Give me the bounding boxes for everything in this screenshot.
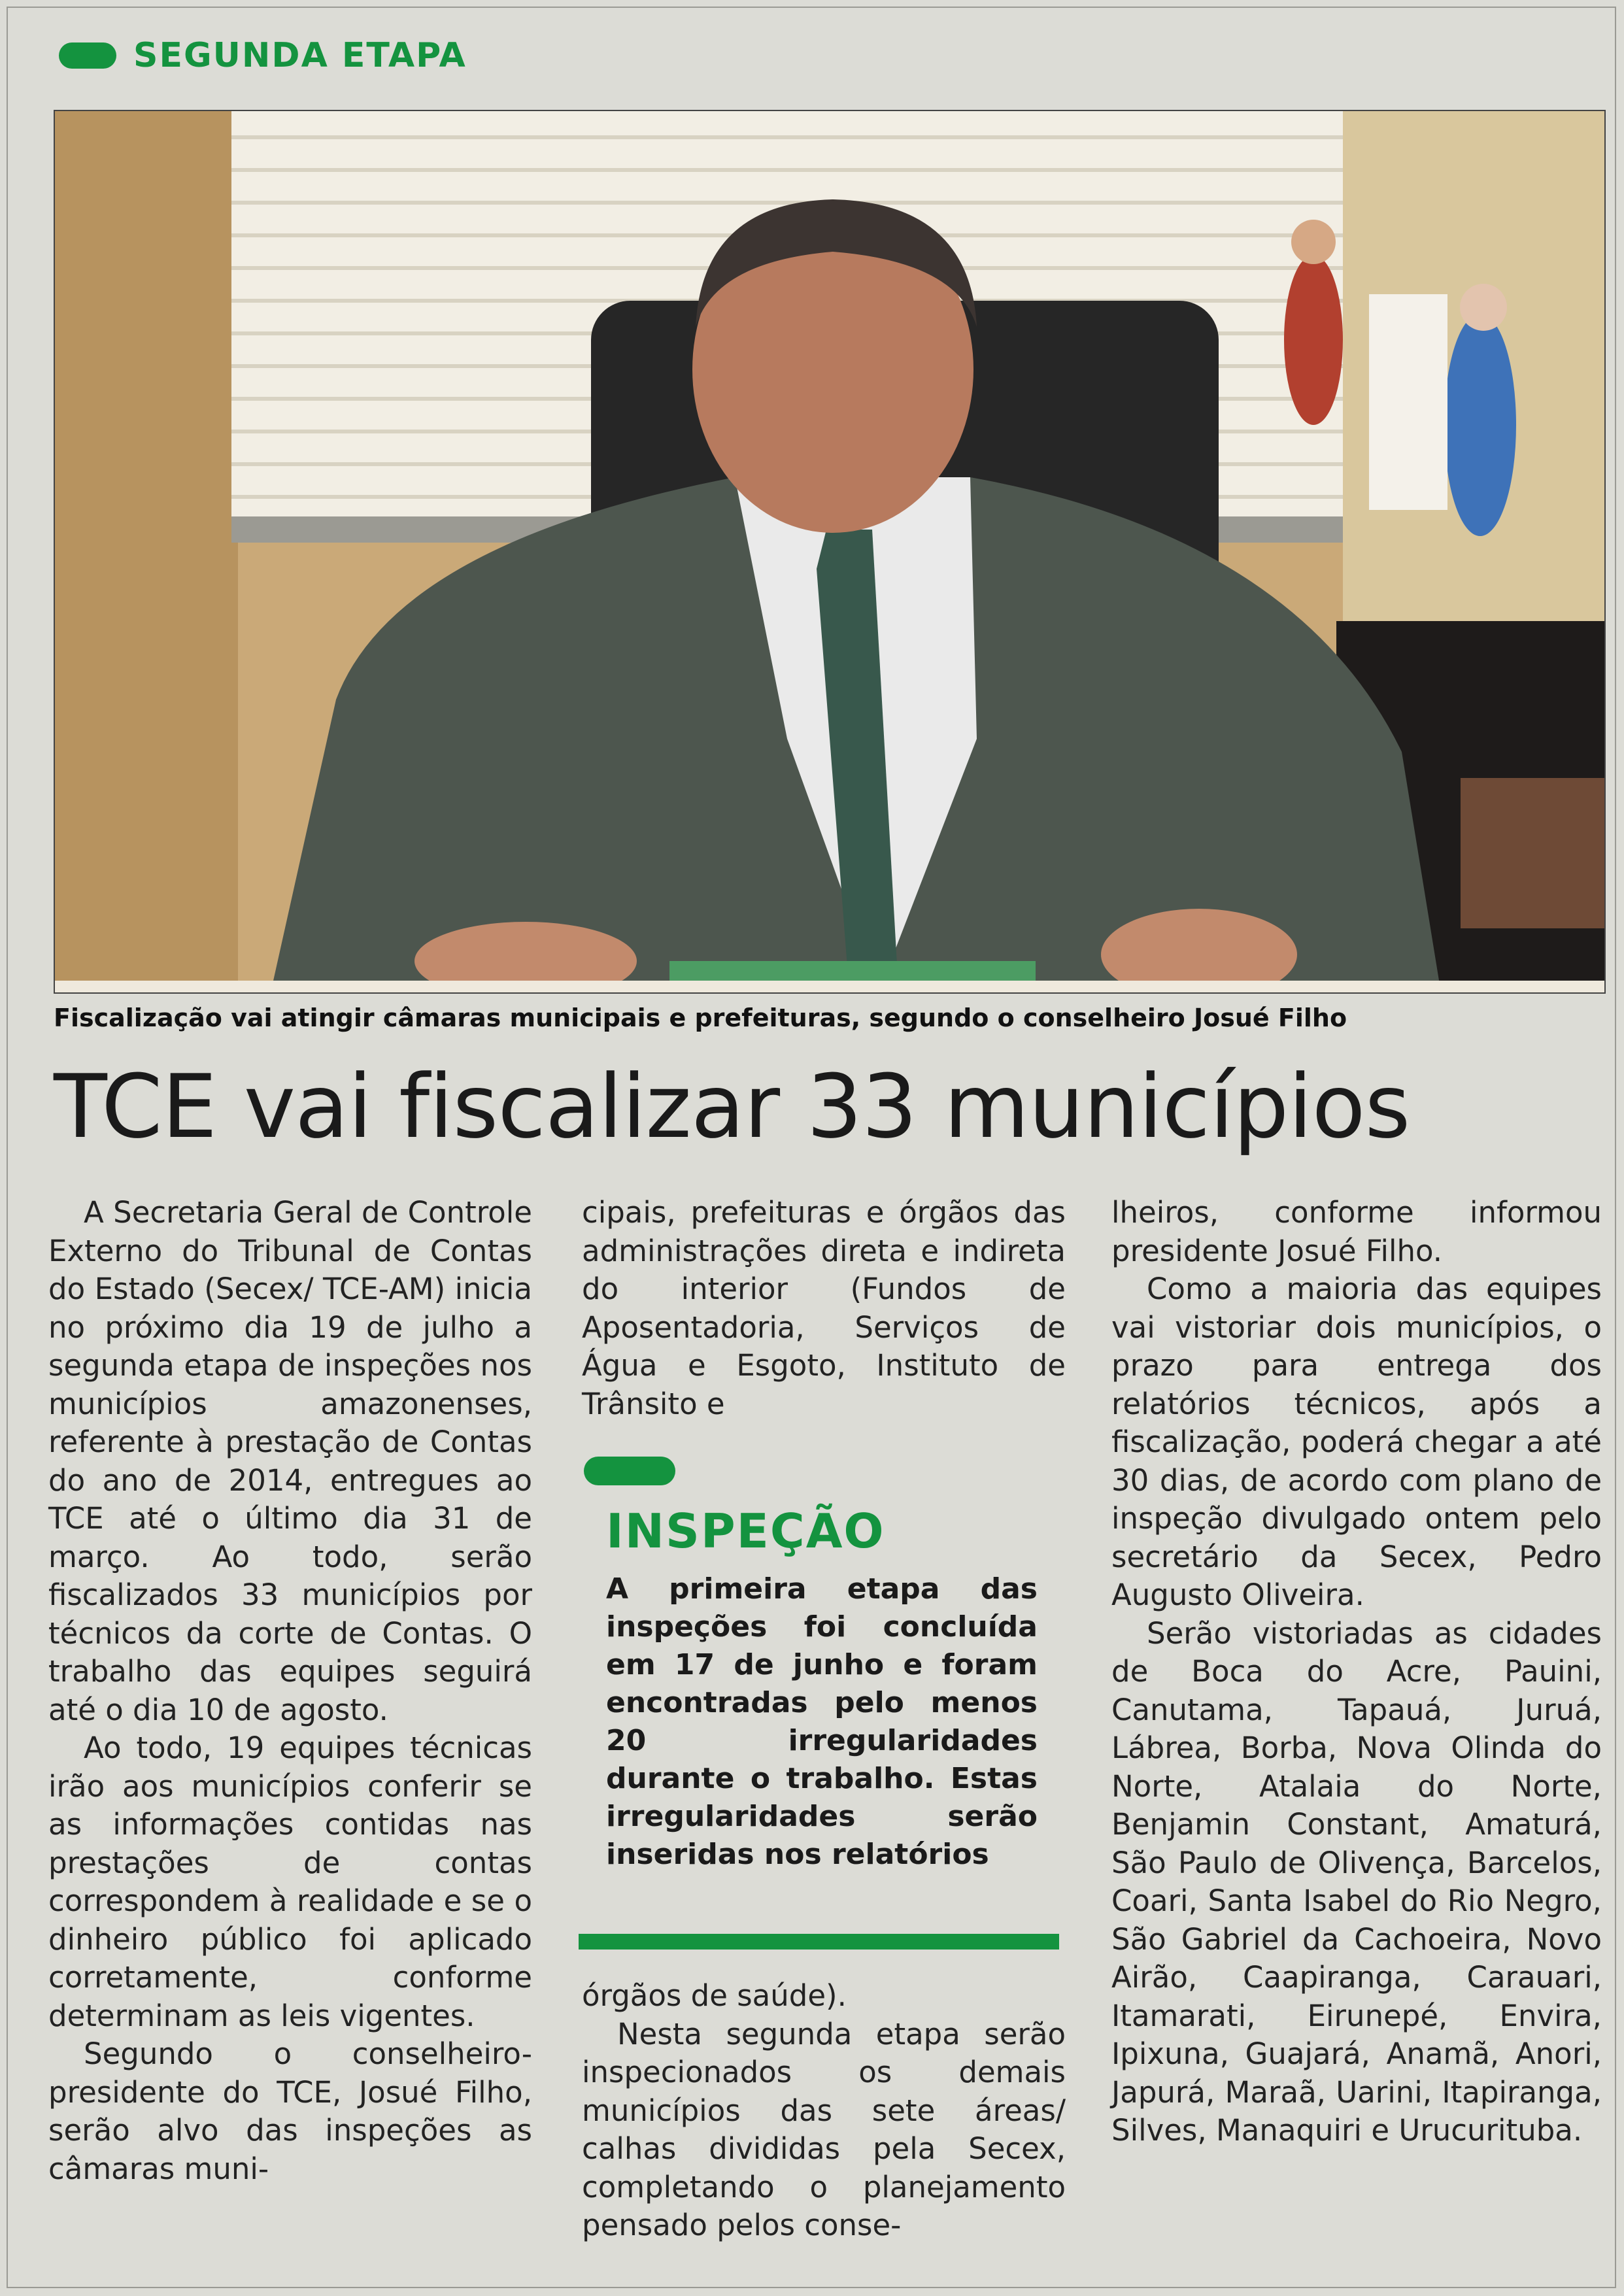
paragraph: A Secretaria Geral de Controle Externo do Tribunal de Contas do Estado (Secex/ TCE-AM) inicia no próximo dia 19 de julho a segunda etapa de inspeções nos municípios amazonenses, referente à prestação de Contas do ano de 2014, entregues ao TCE até o último dia 31 de março. Ao todo, serão fiscalizados 33 municípios por técnicos da corte de Contas. O trabalho das equipes seguirá até o dia 10 de agosto. — [48, 1195, 532, 1727]
paragraph: Como a maioria das equipes vai vistoriar dois municípios, o prazo para entrega dos relatórios técnicos, após a fiscalização, poderá chegar a até 30 dias, de acordo com plano de inspeção divulgado ontem pelo secretário da Secex, Pedro Augusto Oliveira. — [1111, 1272, 1602, 1612]
article-column-2-top — [582, 1194, 1066, 1423]
paragraph: lheiros, conforme informou presidente Josué Filho. — [1111, 1195, 1602, 1268]
box-marker — [584, 1457, 675, 1485]
article-column-2-bottom — [582, 1977, 1066, 2245]
paragraph: Serão vistoriadas as cidades de Boca do Acre, Pauini, Canutama, Tapauá, Juruá, Lábrea, Borba, Nova Olinda do Norte, Atalaia do Norte, Benjamin Constant, Amaturá, São Paulo de Olivença, Barcelos, Coari, Santa Isabel do Rio Negro, São Gabriel da Cachoeira, Novo Airão, Caapiranga, Carauari, Itamarati, Eirunepé, Envira, Ipixuna, Guajará, Anamã, Anori, Japurá, Maraã, Uarini, Itapiranga, Silves, Manaquiri e Urucurituba. — [1111, 1615, 1602, 2148]
highlight-box — [579, 1451, 1059, 1955]
paragraph: órgãos de saúde). — [582, 1978, 847, 2013]
article-column-1 — [48, 1194, 532, 2188]
article-column-3 — [1111, 1194, 1602, 2150]
section-tag — [59, 36, 467, 75]
paragraph: Ao todo, 19 equipes técnicas irão aos municípios conferir se as informações contidas nas prestações de contas correspondem à realidade e se o dinheiro público foi aplicado corretamente, conforme determinam as leis vigentes. — [48, 1730, 532, 2033]
section-tag-label: SEGUNDA ETAPA — [133, 36, 467, 75]
box-title: INSPEÇÃO — [606, 1504, 885, 1559]
paragraph: cipais, prefeituras e órgãos das administrações direta e indireta do interior (Fundos de Aposentadoria, Serviços de Água e Esgoto, Instituto de Trânsito e — [582, 1195, 1066, 1421]
box-rule — [579, 1934, 1059, 1950]
section-tag-marker — [59, 42, 116, 69]
paragraph: Nesta segunda etapa serão inspecionados os demais municípios das sete áreas/ calhas divididas pela Secex, completando o planejamento pensado pelos conse- — [582, 2016, 1066, 2242]
paragraph: Segundo o conselheiro-presidente do TCE, Josué Filho, serão alvo das inspeções as câmaras muni- — [48, 2036, 532, 2186]
headline: TCE vai fiscalizar 33 municípios — [54, 1056, 1410, 1158]
box-text: A primeira etapa das inspeções foi concluída em 17 de junho e foram encontradas pelo menos 20 irregularidades durante o trabalho. Estas irregularidades serão inseridas nos relatórios — [606, 1572, 1038, 1871]
article-photo — [54, 110, 1606, 994]
photo-caption: Fiscalização vai atingir câmaras municipais e prefeituras, segundo o conselheiro Josué Filho — [54, 1004, 1347, 1032]
